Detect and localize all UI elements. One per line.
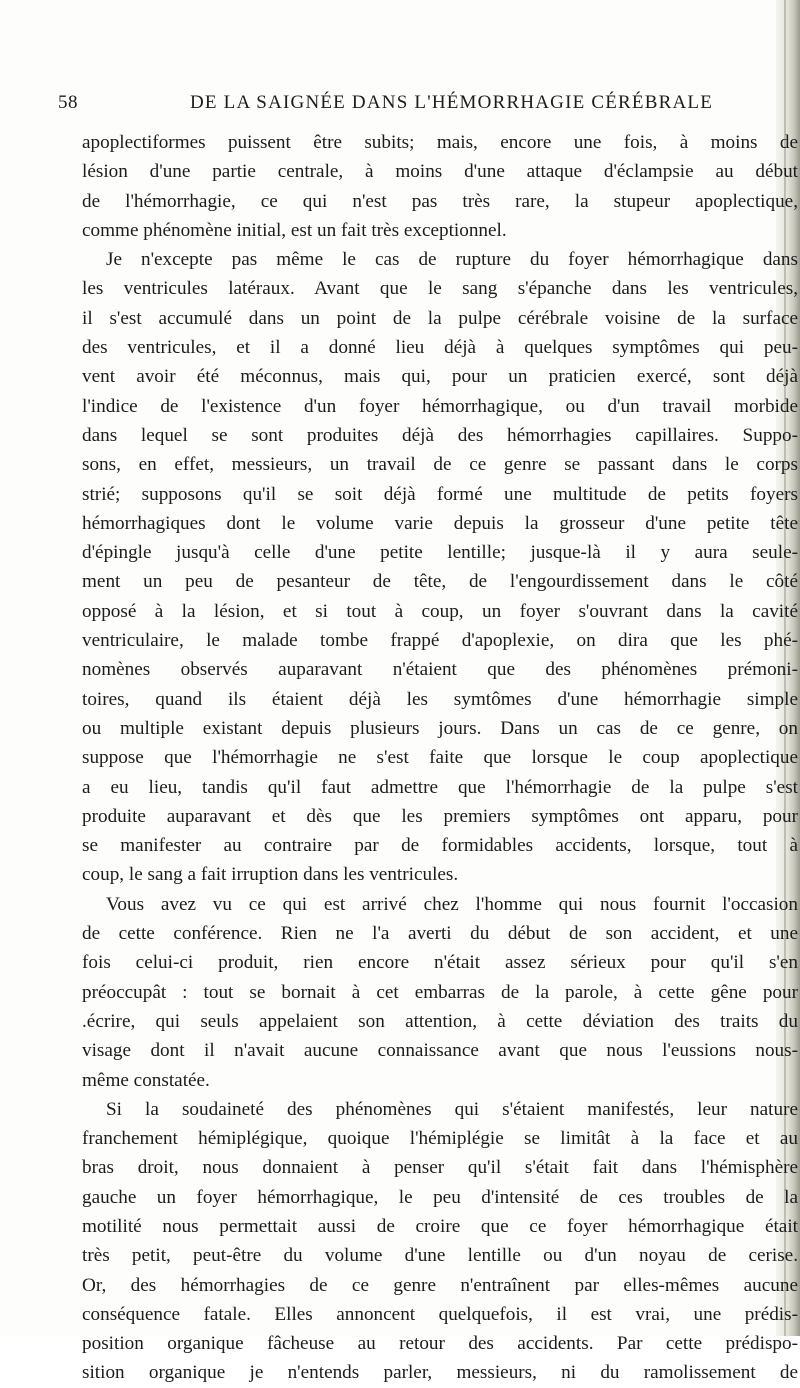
text-line: opposé à la lésion, et si tout à coup, un foyer s'ouvrant dans la cavité: [82, 600, 798, 622]
text-line: a eu lieu, tandis qu'il faut admettre que l'hémorrhagie de la pulpe s'est: [82, 776, 798, 798]
page-header: [58, 90, 793, 122]
text-line: conséquence fatale. Elles annoncent quelquefois, il est vrai, une prédis-: [82, 1303, 798, 1325]
text-line: comme phénomène initial, est un fait très exceptionnel.: [82, 219, 507, 241]
text-line: se manifester au contraire par de formidables accidents, lorsque, tout à: [82, 835, 798, 857]
text-line: de l'hémorrhagie, ce qui n'est pas très rare, la stupeur apoplectique,: [82, 190, 798, 212]
text-line: sition organique je n'entends parler, messieurs, ni du ramolissement de: [82, 1362, 798, 1384]
text-line: de cette conférence. Rien ne l'a averti du début de son accident, et une: [82, 923, 798, 945]
text-line: strié; supposons qu'il se soit déjà formé une multitude de petits foyers: [82, 483, 798, 505]
text-line: d'épingle jusqu'à celle d'une petite lentille; jusque-là il y aura seule-: [82, 542, 798, 564]
text-line: les ventricules latéraux. Avant que le sang s'épanche dans les ventricules,: [82, 278, 798, 300]
text-line: bras droit, nous donnaient à penser qu'il s'était fait dans l'hémisphère: [82, 1157, 798, 1179]
text-line: suppose que l'hémorrhagie ne s'est faite que lorsque le coup apoplectique: [82, 747, 798, 769]
text-line: dans lequel se sont produites déjà des hémorrhagies capillaires. Suppo-: [82, 424, 798, 446]
text-line: Vous avez vu ce qui est arrivé chez l'homme qui nous fournit l'occasion: [106, 893, 798, 915]
text-line: Si la soudaineté des phénomènes qui s'étaient manifestés, leur nature: [106, 1098, 798, 1120]
text-line: .écrire, qui seuls appelaient son attention, à cette déviation des traits du: [82, 1010, 798, 1032]
text-line: Or, des hémorrhagies de ce genre n'entraînent par elles-mêmes aucune: [82, 1274, 798, 1296]
text-line: franchement hémiplégique, quoique l'hémiplégie se limitât à la face et au: [82, 1128, 798, 1150]
text-line: l'indice de l'existence d'un foyer hémorrhagique, ou d'un travail morbide: [82, 395, 798, 417]
text-line: hémorrhagiques dont le volume varie depuis la grosseur d'une petite tête: [82, 512, 798, 534]
text-line: des ventricules, et il a donné lieu déjà à quelques symptômes qui peu-: [82, 337, 798, 359]
text-line: coup, le sang a fait irruption dans les ventricules.: [82, 864, 459, 886]
text-line: il s'est accumulé dans un point de la pulpe cérébrale voisine de la surface: [82, 307, 798, 329]
text-line: vent avoir été méconnus, mais qui, pour un praticien exercé, sont déjà: [82, 366, 798, 388]
text-line: ventriculaire, le malade tombe frappé d'apoplexie, on dira que les phé-: [82, 630, 798, 652]
text-line: apoplectiformes puissent être subits; mais, encore une fois, à moins de: [82, 132, 798, 153]
text-line: préoccupât : tout se bornait à cet embarras de la parole, à cette gêne pour: [82, 981, 798, 1003]
page-number: 58: [58, 92, 78, 113]
text-line: position organique fâcheuse au retour des accidents. Par cette prédispo-: [82, 1333, 798, 1355]
text-line: sons, en effet, messieurs, un travail de ce genre se passant dans le corps: [82, 454, 798, 476]
text-line: lésion d'une partie centrale, à moins d'une attaque d'éclampsie au début: [82, 161, 798, 183]
text-line: ment un peu de pesanteur de tête, de l'engourdissement dans le côté: [82, 571, 798, 593]
text-line: gauche un foyer hémorrhagique, le peu d'intensité de ces troubles de la: [82, 1186, 798, 1208]
text-line: fois celui-ci produit, rien encore n'était assez sérieux pour qu'il s'en: [82, 952, 798, 974]
text-line: produite auparavant et dès que les premiers symptômes ont apparu, pour: [82, 805, 798, 827]
text-line: très petit, peut-être du volume d'une lentille ou d'un noyau de cerise.: [82, 1245, 798, 1267]
text-line: visage dont il n'avait aucune connaissance avant que nous l'eussions nous-: [82, 1040, 798, 1062]
text-line: même constatée.: [82, 1069, 210, 1091]
text-line: toires, quand ils étaient déjà les symtômes d'une hémorrhagie simple: [82, 688, 798, 710]
text-line: motilité nous permettait aussi de croire que ce foyer hémorrhagique était: [82, 1215, 798, 1237]
text-line: nomènes observés auparavant n'étaient que des phénomènes prémoni-: [82, 659, 798, 681]
text-line: Je n'excepte pas même le cas de rupture du foyer hémorrhagique dans: [106, 249, 798, 271]
running-title: DE LA SAIGNÉE DANS L'HÉMORRHAGIE CÉRÉBRALE: [190, 92, 714, 113]
body-text: [82, 128, 798, 1388]
text-line: ou multiple existant depuis plusieurs jours. Dans un cas de ce genre, on: [82, 717, 798, 739]
